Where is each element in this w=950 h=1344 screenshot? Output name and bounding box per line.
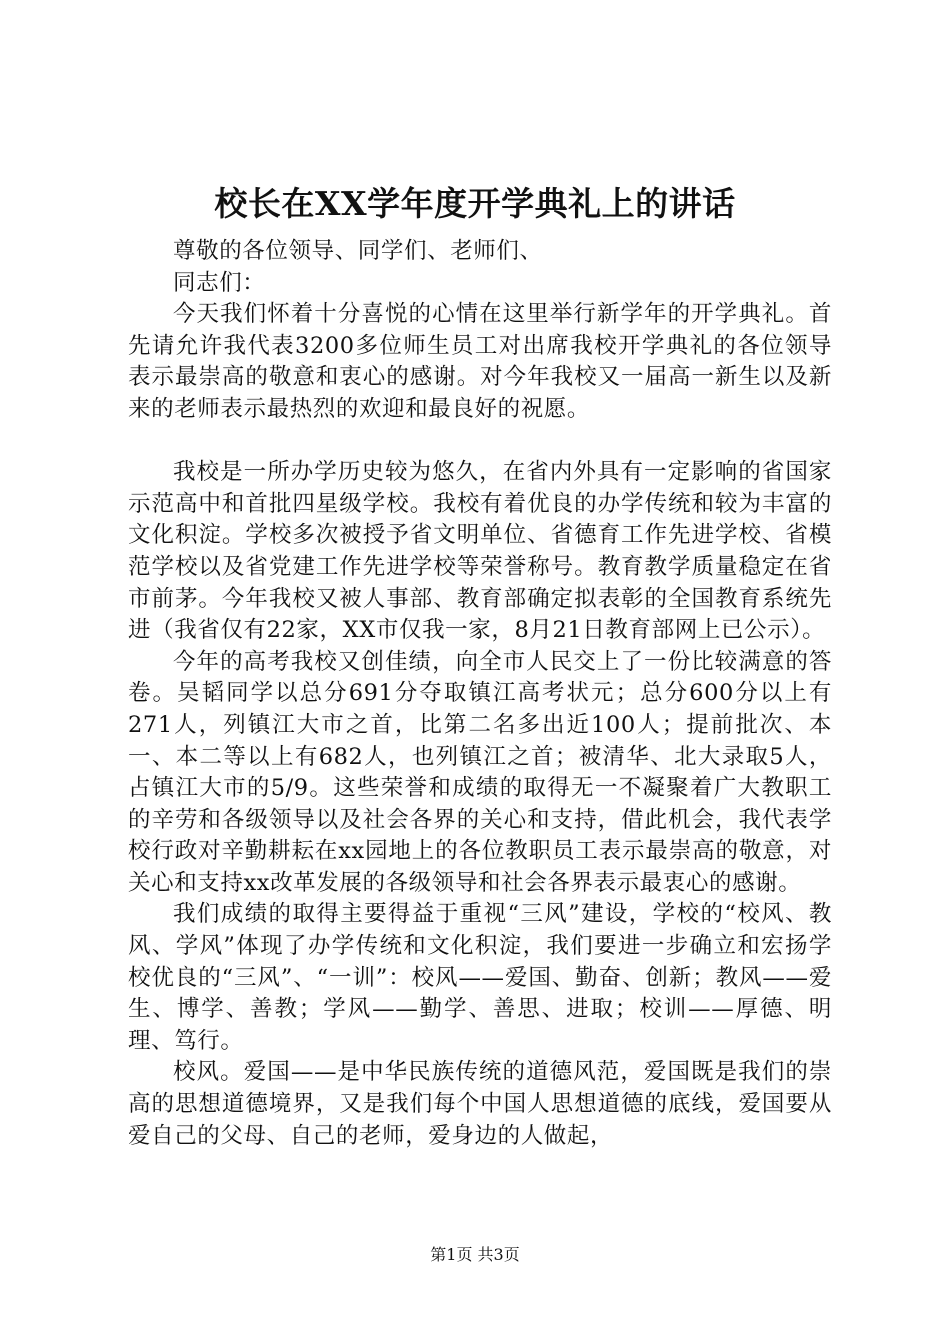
paragraph-exam-results: 今年的高考我校又创佳绩，向全市人民交上了一份比较满意的答卷。吴韬同学以总分691分夺取镇江高考状元；总分600分以上有271人，列镇江大市之首，比第二名多出近100人；提前批次、本一、本二等以上有682人，也列镇江之首；被清华、北大录取5人，占镇江大市的5/9。这些荣誉和成绩的取得无一不凝聚着广大教职工的辛劳和各级领导以及社会各界的关心和支持，借此机会，我代表学校行政对辛勤耕耘在xx园地上的各位教职员工表示最崇高的敬意，对关心和支持xx改革发展的各级领导和社会各界表示最衷心的感谢。 [128,648,832,896]
salutation-line-2: 同志们： [173,269,266,296]
document-title: 校长在XX学年度开学典礼上的讲话 [214,184,736,223]
salutation-line-1: 尊敬的各位领导、同学们、老师们、 [173,238,543,264]
paragraph-welcome: 今天我们怀着十分喜悦的心情在这里举行新学年的开学典礼。首先请允许我代表3200多位师生员工对出席我校开学典礼的各位领导表示最崇高的敬意和衷心的感谢。对今年我校又一届高一新生以及新来的老师表示最热烈的欢迎和最良好的祝愿。 [128,301,832,422]
document-body [128,236,832,1152]
paragraph-school-history: 我校是一所办学历史较为悠久，在省内外具有一定影响的省国家示范高中和首批四星级学校。我校有着优良的办学传统和较为丰富的文化积淀。学校多次被授予省文明单位、省德育工作先进学校、省模范学校以及省党建工作先进学校等荣誉称号。教育教学质量稳定在省市前茅。今年我校又被人事部、教育部确定拟表彰的全国教育系统先进（我省仅有22家，XX市仅我一家，8月21日教育部网上已公示）。 [128,459,832,644]
page-footer: 第1页 共3页 [430,1245,520,1264]
paragraph-school-style: 校风。爱国——是中华民族传统的道德风范，爱国既是我们的崇高的思想道德境界，又是我们每个中国人思想道德的底线，爱国要从爱自己的父母、自己的老师，爱身边的人做起， [128,1059,832,1149]
paragraph-three-styles: 我们成绩的取得主要得益于重视“三风”建设，学校的“校风、教风、学风”体现了办学传统和文化积淀，我们要进一步确立和宏扬学校优良的“三风”、“一训”：校风——爱国、勤奋、创新；教风——爱生、博学、善教；学风——勤学、善思、进取；校训——厚德、明理、笃行。 [128,901,832,1054]
